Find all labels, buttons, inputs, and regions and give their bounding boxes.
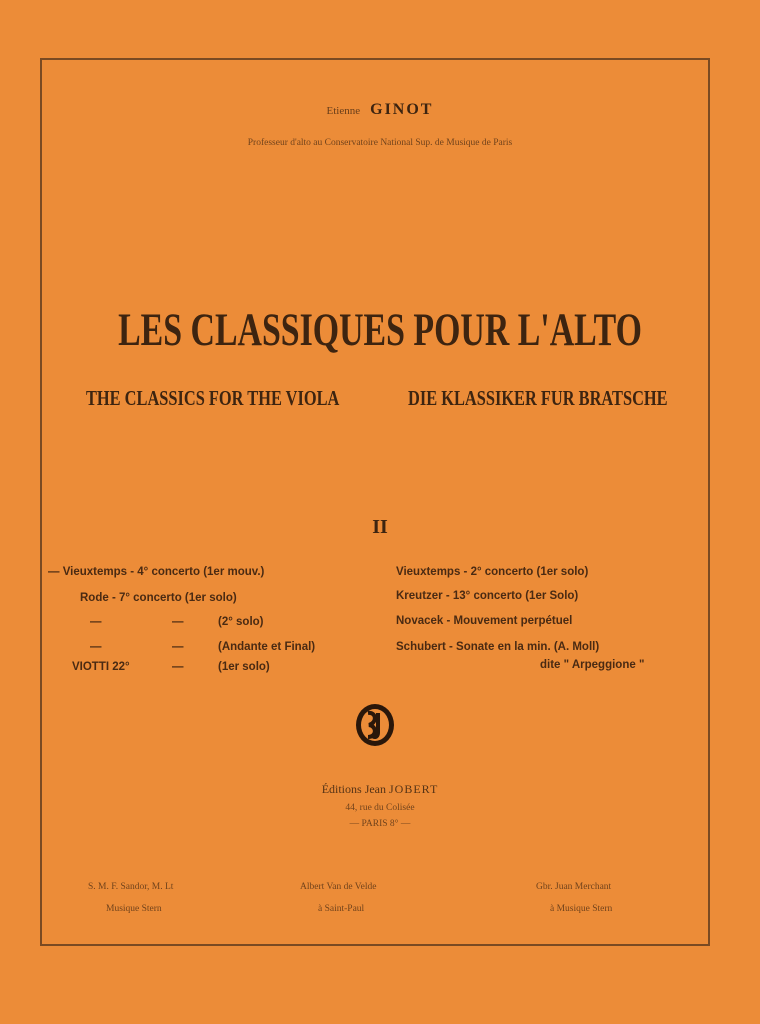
publisher-name: JOBERT xyxy=(389,782,439,796)
footer-left-line-2: Musique Stern xyxy=(106,904,162,914)
work-item-ditto: — xyxy=(90,616,102,628)
work-item: dite " Arpeggione " xyxy=(540,659,645,671)
publisher-line-1 xyxy=(0,782,760,797)
footer-left-line-1: S. M. F. Sandor, M. Lt xyxy=(88,882,174,892)
publisher-city: — PARIS 8° — xyxy=(349,819,411,829)
work-item: (2° solo) xyxy=(218,616,264,628)
volume-number: II xyxy=(372,516,388,538)
work-item: Schubert - Sonate en la min. (A. Moll) xyxy=(396,641,600,653)
publisher-prefix: Éditions Jean xyxy=(321,782,387,796)
main-title: LES CLASSIQUES POUR L'ALTO xyxy=(118,304,642,356)
footer-right-line-2: à Musique Stern xyxy=(550,904,613,914)
work-item-ditto: — xyxy=(172,661,184,673)
footer-center-line-2: à Saint-Paul xyxy=(318,904,365,914)
work-item: — Vieuxtemps - 4° concerto (1er mouv.) xyxy=(48,566,265,578)
german-title: DIE KLASSIKER FUR BRATSCHE xyxy=(408,386,668,410)
work-item: Vieuxtemps - 2° concerto (1er solo) xyxy=(396,566,589,578)
author-subtitle: Professeur d'alto au Conservatoire National Sup. de Musique de Paris xyxy=(247,138,513,148)
author-given-name: Etienne xyxy=(326,105,361,117)
work-item-ditto: — xyxy=(172,616,184,628)
english-title: THE CLASSICS FOR THE VIOLA xyxy=(86,386,340,410)
work-item: Rode - 7° concerto (1er solo) xyxy=(80,592,237,604)
footer-right-line-1: Gbr. Juan Merchant xyxy=(536,882,612,892)
author-surname: GINOT xyxy=(370,101,434,118)
work-item: Novacek - Mouvement perpétuel xyxy=(396,615,573,627)
publisher-monogram-icon xyxy=(355,703,395,747)
work-item: Kreutzer - 13° concerto (1er Solo) xyxy=(396,590,579,602)
publisher-address: 44, rue du Colisée xyxy=(345,803,415,813)
work-item: (1er solo) xyxy=(218,661,270,673)
author-line xyxy=(0,101,760,119)
work-item: VIOTTI 22° xyxy=(72,661,130,673)
work-item-ditto: — xyxy=(172,641,184,653)
footer-center-line-1: Albert Van de Velde xyxy=(300,882,377,892)
work-item: (Andante et Final) xyxy=(218,641,316,653)
work-item-ditto: — xyxy=(90,641,102,653)
